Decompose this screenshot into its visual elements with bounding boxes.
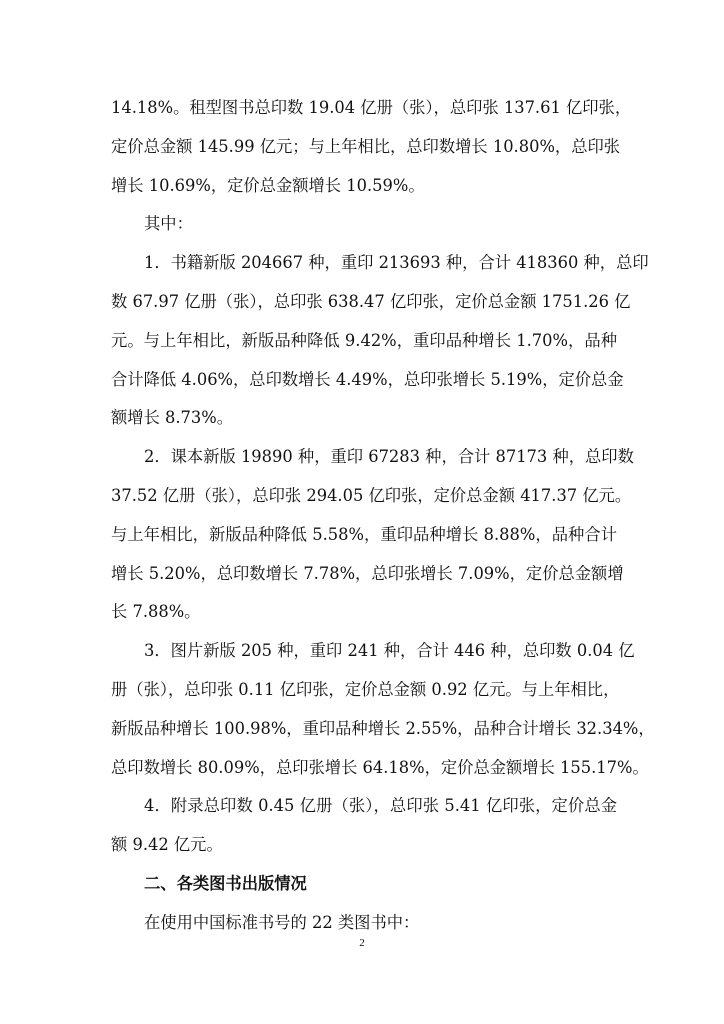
- text-line: 与上年相比，新版品种降低 5.58%，重印品种增长 8.88%，品种合计: [111, 524, 617, 544]
- text-line: 在使用中国标准书号的 22 类图书中：: [144, 912, 420, 932]
- text-line: 3．图片新版 205 种，重印 241 种，合计 446 种，总印数 0.04 亿: [144, 641, 635, 661]
- text-line: 增长 5.20%，总印数增长 7.78%，总印张增长 7.09%，定价总金额增: [111, 563, 624, 583]
- text-line: 37.52 亿册（张），总印张 294.05 亿印张，定价总金额 417.37 亿元。: [111, 485, 632, 505]
- text-line: 合计降低 4.06%，总印数增长 4.49%，总印张增长 5.19%，定价总金: [111, 369, 624, 389]
- text-line: 额增长 8.73%。: [111, 408, 234, 428]
- section-heading: 二、各类图书出版情况: [144, 873, 307, 893]
- text-line: 额 9.42 亿元。: [111, 835, 223, 855]
- text-line: 元。与上年相比，新版品种降低 9.42%，重印品种增长 1.70%，品种: [111, 330, 617, 350]
- text-line: 总印数增长 80.09%，总印张增长 64.18%，定价总金额增长 155.17%。: [111, 757, 649, 777]
- text-line: 4．附录总印数 0.45 亿册（张），总印张 5.41 亿印张，定价总金: [144, 796, 617, 816]
- text-line: 增长 10.69%，定价总金额增长 10.59%。: [111, 175, 425, 195]
- text-line: 1．书籍新版 204667 种，重印 213693 种，合计 418360 种，总印: [144, 253, 649, 273]
- text-line: 册（张），总印张 0.11 亿印张，定价总金额 0.92 亿元。与上年相比，: [111, 679, 620, 699]
- text-line: 长 7.88%。: [111, 602, 201, 622]
- text-line: 其中：: [144, 214, 193, 234]
- text-line: 新版品种增长 100.98%，重印品种增长 2.55%，品种合计增长 32.34%，: [111, 718, 655, 738]
- text-line: 数 67.97 亿册（张），总印张 638.47 亿印张，定价总金额 1751.26 亿: [111, 291, 631, 311]
- text-line: 2．课本新版 19890 种，重印 67283 种，合计 87173 种，总印数: [144, 447, 634, 467]
- page-number: 2: [359, 937, 365, 949]
- body-text: [111, 89, 655, 943]
- text-line: 14.18%。租型图书总印数 19.04 亿册（张），总印张 137.61 亿印张，: [111, 98, 632, 117]
- text-line: 定价总金额 145.99 亿元；与上年相比，总印数增长 10.80%，总印张: [111, 136, 621, 156]
